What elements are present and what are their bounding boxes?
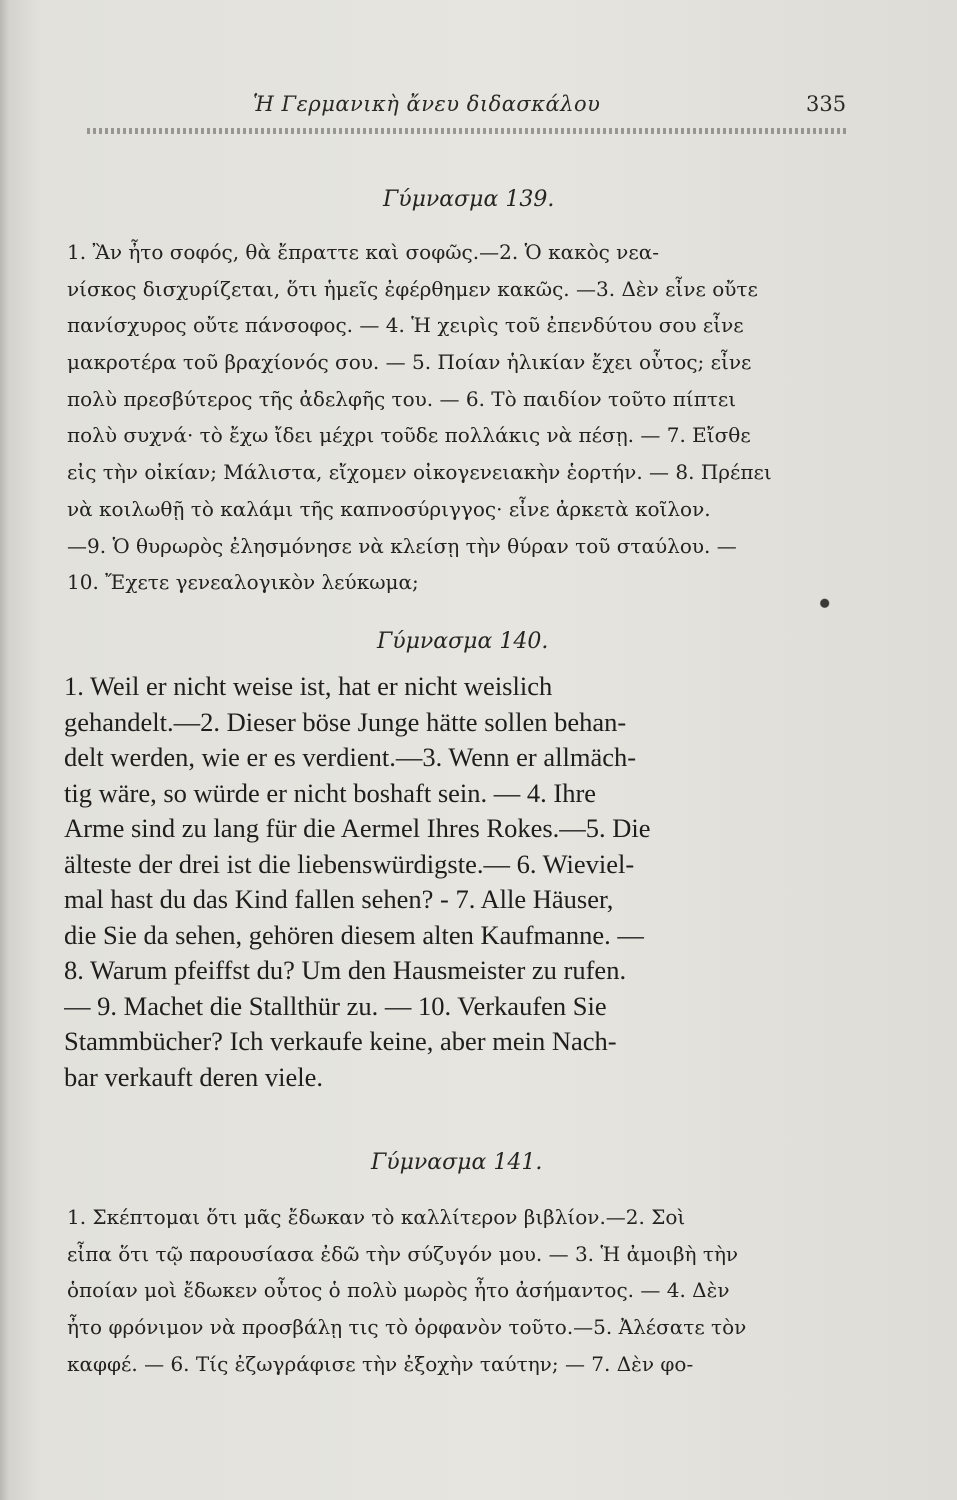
text-line: εἶπα ὅτι τῷ παρουσίασα ἐδῶ τὴν σύζυγόν μου. — 3. Ἡ ἀμοιβὴ τὴν <box>67 1241 739 1266</box>
text-line: πολὺ πρεσβύτερος τῆς ἀδελφῆς του. — 6. Τὸ παιδίον τοῦτο πίπτει <box>67 386 737 411</box>
section-title-140: Γύμνασμα 140. <box>377 629 549 654</box>
text-line: mal hast du das Kind fallen sehen? - 7. Alle Häuser, <box>64 884 614 914</box>
text-line: νὰ κοιλωθῇ τὸ καλάμι τῆς καπνοσύριγγος· εἶνε ἀρκετὰ κοῖλον. <box>67 496 711 521</box>
text-line: ὁποίαν μοὶ ἔδωκεν οὗτος ὁ πολὺ μωρὸς ἦτο ἀσήμαντος. — 4. Δὲν <box>67 1278 730 1303</box>
text-line: die Sie da sehen, gehören diesem alten Kaufmanne. — <box>64 919 644 950</box>
text-line: ἦτο φρόνιμον νὰ προσβάλῃ τις τὸ ὀρφανὸν τοῦτο.—5. Ἀλέσατε τὸν <box>67 1315 747 1340</box>
header-rule <box>87 128 847 134</box>
binding-edge <box>0 0 10 1500</box>
text-line: πολὺ συχνά· τὸ ἔχω ἴδει μέχρι τοῦδε πολλάκις νὰ πέσῃ. — 7. Εἴσθε <box>67 423 751 448</box>
section-title-139: Γύμνασμα 139. <box>383 187 555 212</box>
text-line: tig wäre, so würde er nicht boshaft sein. — 4. Ihre <box>64 777 597 808</box>
running-head: Ἡ Γερμανικὴ ἄνευ διδασκάλου <box>253 92 601 116</box>
text-line: gehandelt.—2. Dieser böse Junge hätte sollen behan- <box>64 706 627 737</box>
text-line: 1. Weil er nicht weise ist, hat er nicht weislich <box>64 671 553 701</box>
text-line: bar verkauft deren viele. <box>64 1061 323 1092</box>
page-number: 335 <box>806 92 847 116</box>
text-line: καφφέ. — 6. Τίς ἐζωγράφισε τὴν ἐξοχὴν ταύτην; — 7. Δὲν φο- <box>67 1351 694 1376</box>
text-line: 1. Σκέπτομαι ὅτι μᾶς ἔδωκαν τὸ καλλίτερον βιβλίον.—2. Σοὶ <box>67 1205 686 1229</box>
exercise-141-text <box>67 1199 847 1382</box>
text-line: μακροτέρα τοῦ βραχίονός σου. — 5. Ποίαν ἡλικίαν ἔχει οὗτος; εἶνε <box>67 350 752 375</box>
text-line: 8. Warum pfeiffst du? Um den Hausmeister zu rufen. <box>64 955 627 985</box>
text-line: νίσκος δισχυρίζεται, ὅτι ἡμεῖς ἐφέρθημεν κακῶς. —3. Δὲν εἶνε οὔτε <box>67 276 758 301</box>
exercise-140-text <box>64 669 854 1095</box>
text-line: — 9. Machet die Stallthür zu. — 10. Verkaufen Sie <box>64 990 607 1021</box>
text-line: älteste der drei ist die liebenswürdigste.— 6. Wieviel- <box>64 848 635 879</box>
text-line: Arme sind zu lang für die Aermel Ihres Rokes.—5. Die <box>64 813 651 843</box>
exercise-139-text <box>67 234 847 601</box>
section-title-141: Γύμνασμα 141. <box>371 1150 543 1175</box>
text-line: εἰς τὴν οἰκίαν; Μάλιστα, εἴχομεν οἰκογενειακὴν ἑορτήν. — 8. Πρέπει <box>67 460 772 485</box>
text-line: —9. Ὁ θυρωρὸς ἐλησμόνησε νὰ κλείσῃ τὴν θύραν τοῦ σταύλου. — <box>67 533 737 558</box>
text-line: 1. Ἂν ἦτο σοφός, θὰ ἔπραττε καὶ σοφῶς.—2. Ὁ κακὸς νεα- <box>67 240 659 264</box>
text-line: delt werden, wie er es verdient.—3. Wenn er allmäch- <box>64 742 637 772</box>
text-line: 10. Ἔχετε γενεαλογικὸν λεύκωμα; <box>67 570 419 595</box>
text-line: πανίσχυρος οὔτε πάνσοφος. — 4. Ἡ χειρὶς τοῦ ἐπενδύτου σου εἶνε <box>67 313 744 338</box>
text-line: Stammbücher? Ich verkaufe keine, aber mein Nach- <box>64 1026 617 1056</box>
